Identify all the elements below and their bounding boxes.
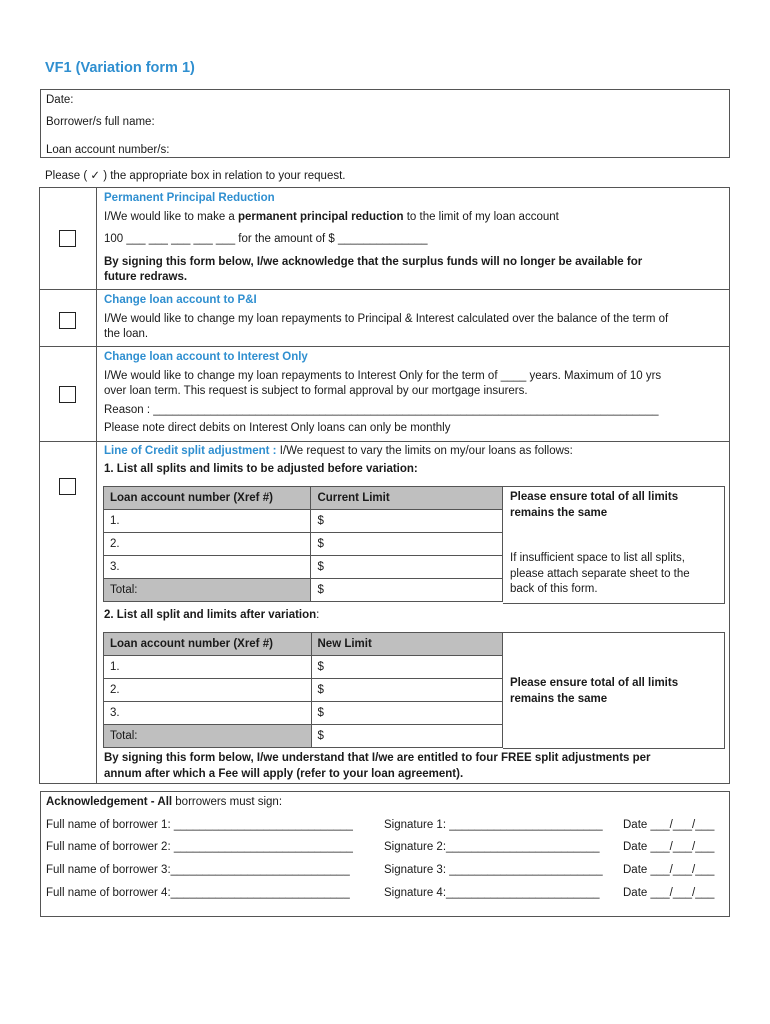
- note1-line-c: If insufficient space to list all splits,: [510, 552, 685, 564]
- loc-list2-bold: 2. List all split and limits after variation: [104, 609, 317, 621]
- fee-notice-line2: annum after which a Fee will apply (refer to your loan agreement).: [104, 768, 464, 780]
- ppr-line1-post: to the limit of my loan account: [403, 211, 559, 223]
- table-header-row: [104, 633, 503, 656]
- note1-line-d: please attach separate sheet to the: [510, 568, 690, 580]
- total-value-cell[interactable]: $: [311, 579, 503, 602]
- table-header-row: [104, 487, 503, 510]
- limit-cell[interactable]: $: [311, 702, 503, 725]
- borrower-4-name-field[interactable]: Full name of borrower 4:____________________________: [46, 887, 350, 899]
- ack-heading-rest: borrowers must sign:: [172, 796, 283, 808]
- loc-heading: Line of Credit split adjustment :: [104, 445, 277, 457]
- instruction-text: Please ( ✓ ) the appropriate box in relation to your request.: [45, 170, 346, 182]
- borrower-3-name-field[interactable]: Full name of borrower 3:____________________________: [46, 864, 350, 876]
- limit-cell[interactable]: $: [311, 656, 503, 679]
- ppr-heading: Permanent Principal Reduction: [104, 192, 275, 204]
- table-header-account: Loan account number (Xref #): [104, 487, 311, 510]
- limit-cell[interactable]: $: [311, 679, 503, 702]
- date-4-field[interactable]: Date ___/___/___: [623, 887, 715, 899]
- account-cell[interactable]: 1.: [104, 510, 311, 533]
- loc-list2-label: [104, 609, 319, 621]
- note1-line-b: remains the same: [510, 507, 608, 519]
- account-cell[interactable]: 3.: [104, 702, 312, 725]
- ppr-line1-bold: permanent principal reduction: [238, 211, 404, 223]
- signature-2-field[interactable]: Signature 2:________________________: [384, 841, 600, 853]
- table-header-new-limit: New Limit: [311, 633, 503, 656]
- acknowledgement-box: [40, 791, 730, 917]
- io-line1[interactable]: I/We would like to change my loan repayments to Interest Only for the term of ____ years. Maximum of 10 yrs: [104, 370, 662, 382]
- date-3-field[interactable]: Date ___/___/___: [623, 864, 715, 876]
- signature-1-field[interactable]: Signature 1: ________________________: [384, 819, 603, 831]
- signature-4-field[interactable]: Signature 4:________________________: [384, 887, 600, 899]
- loc-checkbox[interactable]: [59, 478, 76, 495]
- table-header-account: Loan account number (Xref #): [104, 633, 312, 656]
- ppr-ack-line2: future redraws.: [104, 271, 188, 283]
- loc-list2-rest: :: [316, 609, 320, 621]
- before-variation-table: [103, 486, 503, 602]
- ppr-amount-line[interactable]: 100 ___ ___ ___ ___ ___ for the amount of $ ______________: [104, 233, 428, 245]
- account-cell[interactable]: 3.: [104, 556, 311, 579]
- loc-heading-rest: I/We request to vary the limits on my/our loans as follows:: [276, 445, 573, 457]
- pi-line1: I/We would like to change my loan repayments to Principal & Interest calculated over the balance of the term of: [104, 313, 669, 325]
- table-row: [104, 533, 503, 556]
- signature-3-field[interactable]: Signature 3: ________________________: [384, 864, 603, 876]
- ppr-ack-line1: By signing this form below, I/we acknowledge that the surplus funds will no longer be available for: [104, 256, 643, 268]
- date-1-field[interactable]: Date ___/___/___: [623, 819, 715, 831]
- pi-heading: Change loan account to P&I: [104, 294, 257, 306]
- note2-line-a: Please ensure total of all limits: [510, 677, 679, 689]
- account-cell[interactable]: 1.: [104, 656, 312, 679]
- loan-account-field[interactable]: Loan account number/s:: [46, 144, 170, 156]
- column-divider: [96, 188, 97, 783]
- limit-cell[interactable]: $: [311, 510, 503, 533]
- table-row: [104, 510, 503, 533]
- table-row: [104, 702, 503, 725]
- row-divider: [40, 289, 729, 290]
- borrower-info-box: [40, 89, 730, 158]
- table-row: [104, 656, 503, 679]
- note1-line-a: Please ensure total of all limits: [510, 491, 679, 503]
- form-title: VF1 (Variation form 1): [45, 60, 195, 76]
- limits-note-box-2: [503, 632, 725, 749]
- table-total-row: [104, 725, 503, 748]
- borrower-1-name-field[interactable]: Full name of borrower 1: ____________________________: [46, 819, 353, 831]
- account-cell[interactable]: 2.: [104, 533, 311, 556]
- limit-cell[interactable]: $: [311, 556, 503, 579]
- io-line2: over loan term. This request is subject to formal approval by our mortgage insurers.: [104, 385, 528, 397]
- pi-line2: the loan.: [104, 328, 149, 340]
- table-row: [104, 679, 503, 702]
- table-header-current-limit: Current Limit: [311, 487, 503, 510]
- after-variation-table: [103, 632, 503, 748]
- ppr-line1: [104, 211, 559, 223]
- date-field[interactable]: Date:: [46, 94, 74, 106]
- note2-line-b: remains the same: [510, 693, 608, 705]
- limits-note-box-1: [503, 486, 725, 604]
- ppr-checkbox[interactable]: [59, 230, 76, 247]
- date-2-field[interactable]: Date ___/___/___: [623, 841, 715, 853]
- io-checkbox[interactable]: [59, 386, 76, 403]
- table-total-row: [104, 579, 503, 602]
- row-divider: [40, 441, 729, 442]
- table-row: [104, 556, 503, 579]
- io-reason-field[interactable]: Reason : _______________________________________________________________________________: [104, 404, 659, 416]
- limit-cell[interactable]: $: [311, 533, 503, 556]
- borrower-2-name-field[interactable]: Full name of borrower 2: ____________________________: [46, 841, 353, 853]
- note1-line-e: back of this form.: [510, 583, 598, 595]
- fee-notice-line1: By signing this form below, I/we understand that I/we are entitled to four FREE split adjustments per: [104, 752, 651, 764]
- io-heading: Change loan account to Interest Only: [104, 351, 308, 363]
- ppr-line1-pre: I/We would like to make a: [104, 211, 239, 223]
- io-note: Please note direct debits on Interest Only loans can only be monthly: [104, 422, 451, 434]
- borrower-name-field[interactable]: Borrower/s full name:: [46, 116, 155, 128]
- ack-heading-bold: Acknowledgement - All: [46, 796, 173, 808]
- total-value-cell[interactable]: $: [311, 725, 503, 748]
- row-divider: [40, 346, 729, 347]
- account-cell[interactable]: 2.: [104, 679, 312, 702]
- loc-list1-label: 1. List all splits and limits to be adjusted before variation:: [104, 463, 418, 475]
- total-label: Total:: [104, 725, 312, 748]
- total-label: Total:: [104, 579, 311, 602]
- pi-checkbox[interactable]: [59, 312, 76, 329]
- acknowledgement-heading: [46, 796, 282, 808]
- loc-heading-line: [104, 445, 573, 457]
